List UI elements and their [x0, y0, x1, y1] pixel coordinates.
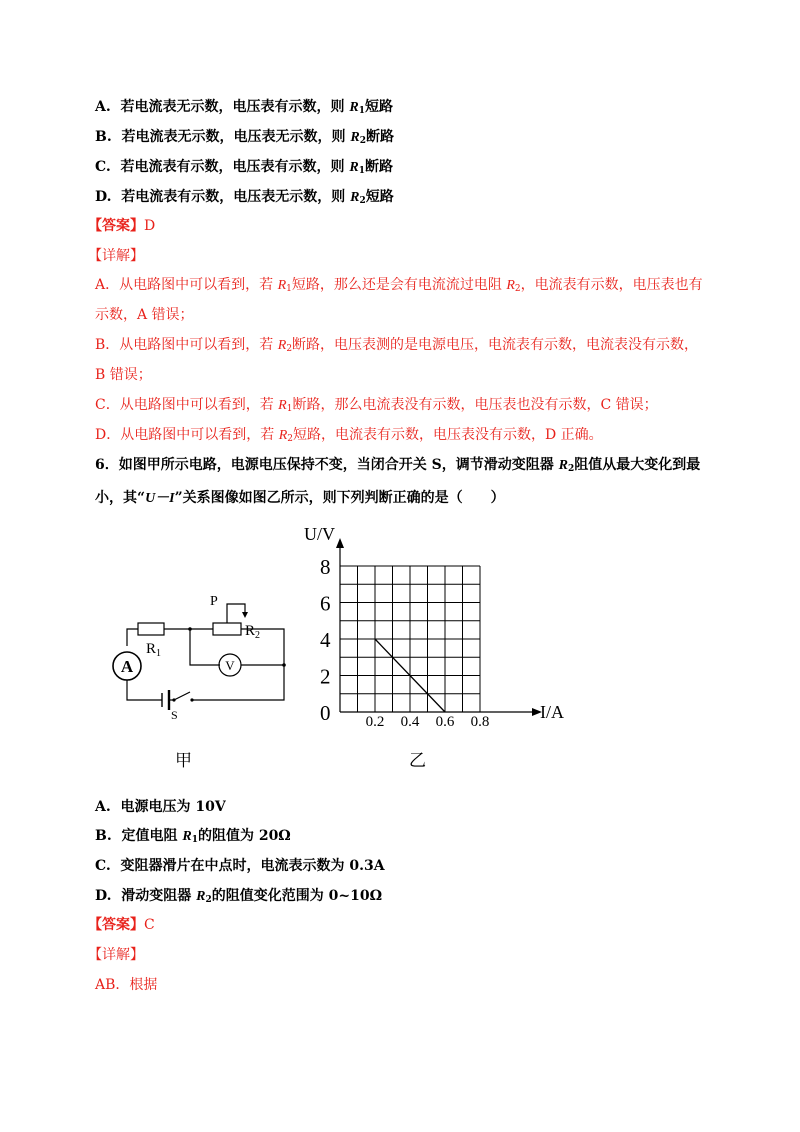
q5-option-a-letter: A.	[95, 99, 111, 115]
q6-stem2-pre: 小，其“	[95, 490, 146, 506]
q5-explain-b-var: R	[277, 338, 287, 353]
q6-option-c-letter: C.	[95, 858, 111, 874]
circuit-diagram	[100, 592, 300, 722]
q5-answer-tag: 【答案】	[88, 218, 144, 234]
q5-option-a-post: 短路	[364, 99, 393, 115]
q5-explain-d	[95, 425, 603, 449]
q5-explain-b	[95, 335, 698, 359]
q5-option-d-text: 若电流表有示数，电压表无示数，则	[121, 189, 346, 205]
q5-option-d-var: R	[350, 190, 360, 205]
q6-option-b-var: R	[182, 829, 192, 844]
q6-option-b-sub: 1	[191, 835, 198, 845]
q6-answer-tag: 【答案】	[88, 917, 144, 933]
q5-explain-c	[95, 395, 658, 419]
q6-option-d-text: 滑动变阻器	[121, 888, 197, 904]
q5-option-c	[95, 157, 393, 181]
q5-explain-d-post: 短路，电流表有示数，电压表没有示数，D 正确。	[292, 427, 603, 443]
switch-label: S	[171, 708, 178, 722]
q5-explain-a-sub2: 2	[514, 284, 521, 294]
q5-explain-a-pre: A．从电路图中可以看到，若	[95, 277, 278, 293]
junction-dot-2	[282, 663, 286, 667]
q5-explain-c-var: R	[278, 398, 287, 413]
q6-option-d-post: 的阻值变化范围为 0~10Ω	[211, 888, 383, 904]
q6-option-d	[95, 886, 382, 910]
q6-detail-tag: 【详解】	[88, 947, 144, 963]
slider-wire	[227, 604, 245, 623]
q5-explain-c-pre: C．从电路图中可以看到，若	[95, 397, 279, 413]
label-p: P	[210, 594, 218, 609]
q5-explain-a-sub: 1	[286, 284, 292, 294]
switch-contact	[190, 698, 193, 701]
q5-answer-value: D	[144, 218, 156, 234]
y-tick-label: 2	[320, 664, 331, 689]
q6-option-b-text: 定值电阻	[121, 828, 183, 844]
circuit-caption: 甲	[175, 751, 192, 771]
slider-arrow-icon	[242, 612, 248, 618]
q5-option-c-letter: C.	[95, 159, 111, 175]
q6-answer	[88, 915, 155, 935]
q5-option-b-post: 断路	[365, 129, 394, 145]
q5-option-d	[95, 187, 394, 211]
ammeter-label: A	[120, 657, 134, 676]
wire-left-bottom	[127, 680, 162, 700]
q5-option-b-text: 若电流表无示数，电压表无示数，则	[121, 129, 346, 145]
q5-explain-b-sub: 2	[286, 344, 293, 354]
voltmeter-label: V	[225, 658, 235, 673]
q5-option-c-var: R	[349, 160, 359, 175]
q5-explain-c-post: 断路，那么电流表没有示数，电压表也没有示数，C 错误；	[292, 397, 658, 413]
x-tick-label: 0.8	[470, 714, 490, 730]
q6-option-a-letter: A.	[95, 799, 111, 815]
q5-explain-b-post: 断路，电压表测的是电源电压，电流表有示数，电流表没有示数，	[292, 337, 699, 353]
q5-option-a	[95, 97, 393, 121]
q6-stem-var: R	[558, 458, 568, 473]
q5-option-d-post: 短路	[365, 189, 394, 205]
x-tick-label: 0.2	[365, 714, 385, 730]
chart-caption: 乙	[409, 751, 426, 771]
q5-detail-tag: 【详解】	[88, 248, 144, 264]
y-tick-label: 6	[320, 591, 331, 616]
q6-stem-pre: 6．如图甲所示电路，电源电压保持不变，当闭合开关 S，调节滑动变阻器	[95, 457, 559, 473]
q6-option-d-sub: 2	[205, 895, 212, 905]
q6-option-b	[95, 826, 291, 850]
y-axis-arrow-icon	[336, 538, 344, 548]
resistor-r2	[213, 623, 241, 635]
q5-explain-a-post: ，电流表有示数，电压表也有	[520, 277, 703, 293]
y-tick-label: 8	[320, 555, 331, 579]
q6-stem-sub: 2	[567, 464, 575, 474]
q6-option-d-letter: D.	[95, 888, 112, 904]
q5-option-c-post: 断路	[365, 159, 394, 175]
q6-stem-line2	[95, 488, 505, 509]
wire-left-top	[127, 629, 138, 646]
x-tick-label: 0.4	[400, 714, 420, 730]
y-tick-label: 0	[320, 701, 331, 725]
q6-option-b-letter: B.	[95, 828, 112, 844]
q5-option-a-sub: 1	[358, 106, 365, 116]
q6-explain-start: AB．根据	[95, 977, 158, 993]
x-tick-label: 0.6	[435, 714, 455, 730]
x-axis-label: I/A	[540, 702, 564, 722]
q5-explain-a-var2: R	[506, 278, 515, 293]
q6-option-c	[95, 856, 385, 876]
q5-explain-d-var: R	[278, 428, 288, 443]
q5-option-b	[95, 127, 394, 151]
q5-option-b-letter: B.	[95, 129, 112, 145]
switch-blade	[174, 692, 190, 700]
q5-option-d-sub: 2	[359, 196, 366, 206]
q5-explain-d-sub: 2	[287, 434, 293, 444]
q5-option-c-sub: 1	[358, 166, 366, 176]
q5-explain-a-var: R	[277, 278, 287, 293]
q5-option-a-text: 若电流表无示数，电压表有示数，则	[120, 99, 345, 115]
q5-explain-a-cont: 示数，A 错误；	[95, 307, 194, 323]
switch-pivot	[172, 698, 175, 701]
q5-answer	[88, 216, 155, 236]
q5-explain-b-cont: B 错误；	[95, 367, 152, 383]
ui-chart	[300, 520, 564, 740]
q5-option-a-var: R	[349, 100, 359, 115]
q6-stem-line1	[95, 455, 700, 479]
q6-option-b-post: 的阻值为 20Ω	[197, 828, 291, 844]
q6-option-d-var: R	[196, 889, 206, 904]
label-r2: $R_2$	[245, 623, 261, 641]
q5-explain-a-mid: 短路，那么还是会有电流流过电阻	[291, 277, 507, 293]
resistor-r1	[138, 623, 164, 635]
q6-stem2-var: U－I	[145, 491, 175, 506]
q5-option-c-text: 若电流表有示数，电压表有示数，则	[120, 159, 345, 175]
q6-option-a	[95, 797, 226, 817]
q5-explain-d-pre: D．从电路图中可以看到，若	[95, 427, 279, 443]
q6-stem-post: 阻值从最大变化到最	[574, 457, 701, 473]
y-tick-label: 4	[320, 628, 331, 652]
q5-explain-a	[95, 275, 703, 299]
q6-option-a-text: 电源电压为 10V	[120, 799, 226, 815]
junction-dot-1	[188, 627, 192, 631]
q6-answer-value: C	[144, 917, 155, 933]
q6-option-c-text: 变阻器滑片在中点时，电流表示数为 0.3A	[120, 858, 385, 874]
q6-stem2-post: ”关系图像如图乙所示，则下列判断正确的是（ ）	[174, 490, 505, 506]
label-r1: $R_1$	[146, 641, 162, 659]
q5-option-b-var: R	[350, 130, 360, 145]
q5-option-b-sub: 2	[359, 136, 366, 146]
q5-option-d-letter: D.	[95, 189, 112, 205]
q5-explain-b-pre: B．从电路图中可以看到，若	[95, 337, 278, 353]
q5-explain-c-sub: 1	[286, 404, 293, 414]
y-axis-label: U/V	[304, 524, 335, 544]
